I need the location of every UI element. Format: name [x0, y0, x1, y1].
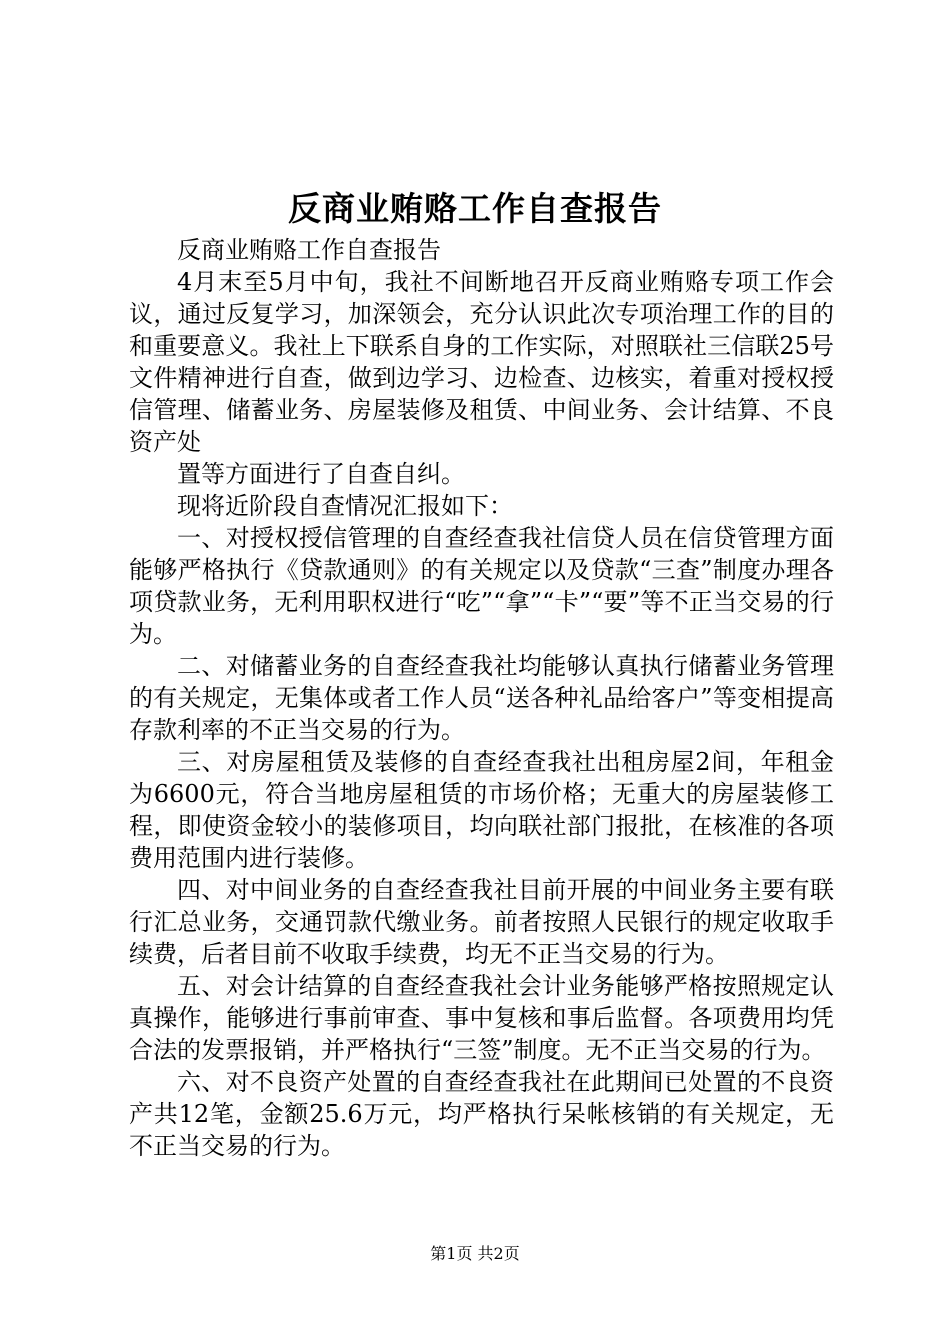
- paragraph-section-3: 三、对房屋租赁及装修的自查经查我社出租房屋2间，年租金为6600元，符合当地房屋租赁的市场价格；无重大的房屋装修工程，即使资金较小的装修项目，均向联社部门报批，在核准的各项费用范围内进行装修。: [129, 748, 834, 872]
- paragraph-subtitle: 反商业贿赂工作自查报告: [177, 236, 441, 264]
- paragraph-section-2: 二、对储蓄业务的自查经查我社均能够认真执行储蓄业务管理的有关规定，无集体或者工作人员“送各种礼品给客户”等变相提高存款利率的不正当交易的行为。: [129, 652, 834, 744]
- paragraph-section-1: 一、对授权授信管理的自查经查我社信贷人员在信贷管理方面能够严格执行《贷款通则》的有关规定以及贷款“三查”制度办理各项贷款业务，无利用职权进行“吃”“拿”“卡”“要”等不正当交易的行为。: [129, 524, 834, 648]
- document-body: [129, 234, 834, 1162]
- paragraph-intro: 4月末至5月中旬，我社不间断地召开反商业贿赂专项工作会议，通过反复学习，加深领会，充分认识此次专项治理工作的目的和重要意义。我社上下联系自身的工作实际，对照联社三信联25号文件精神进行自查，做到边学习、边检查、边核实，着重对授权授信管理、储蓄业务、房屋装修及租赁、中间业务、会计结算、不良资产处: [129, 268, 834, 456]
- paragraph-section-4: 四、对中间业务的自查经查我社目前开展的中间业务主要有联行汇总业务，交通罚款代缴业务。前者按照人民银行的规定收取手续费，后者目前不收取手续费，均无不正当交易的行为。: [129, 876, 834, 968]
- page-footer: 第1页 共2页: [430, 1244, 520, 1263]
- document-title: 反商业贿赂工作自查报告: [288, 189, 662, 228]
- paragraph-section-5: 五、对会计结算的自查经查我社会计业务能够严格按照规定认真操作，能够进行事前审查、事中复核和事后监督。各项费用均凭合法的发票报销，并严格执行“三签”制度。无不正当交易的行为。: [129, 972, 834, 1064]
- paragraph-section-6: 六、对不良资产处置的自查经查我社在此期间已处置的不良资产共12笔，金额25.6万元，均严格执行呆帐核销的有关规定，无不正当交易的行为。: [129, 1068, 834, 1160]
- paragraph-intro-continued: 置等方面进行了自查自纠。: [177, 460, 465, 488]
- paragraph-report-lead: 现将近阶段自查情况汇报如下：: [177, 492, 513, 520]
